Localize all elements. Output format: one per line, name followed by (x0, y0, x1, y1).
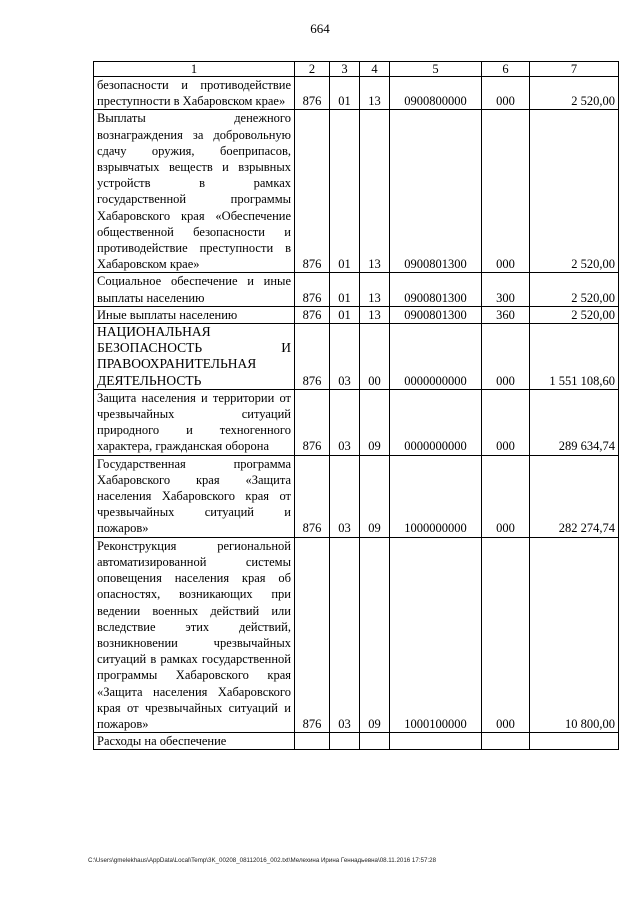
column-header: 5 (390, 62, 482, 77)
cell-ved: 876 (295, 537, 330, 732)
cell-rz: 01 (330, 306, 360, 323)
cell-csr: 1000000000 (390, 455, 482, 537)
cell-ved: 876 (295, 455, 330, 537)
cell-sum: 2 520,00 (530, 306, 619, 323)
column-header: 6 (482, 62, 530, 77)
table-row (94, 306, 619, 323)
cell-csr (390, 733, 482, 750)
cell-ved: 876 (295, 77, 330, 110)
cell-sum: 2 520,00 (530, 77, 619, 110)
cell-vr: 000 (482, 77, 530, 110)
cell-vr: 000 (482, 324, 530, 390)
file-path-footer: C:\Users\gmelekhaus\AppData\Local\Temp\3K_00208_08112016_002.txt\Мелехина Ирина Геннадьевна\08.11.2016 17:57:28 (88, 857, 437, 864)
cell-ved: 876 (295, 110, 330, 273)
cell-csr: 0900801300 (390, 110, 482, 273)
cell-pr: 09 (360, 389, 390, 455)
cell-name: Иные выплаты населению (94, 306, 295, 323)
cell-sum: 2 520,00 (530, 273, 619, 306)
cell-ved: 876 (295, 273, 330, 306)
cell-ved: 876 (295, 306, 330, 323)
cell-name: Государственная программа Хабаровского края «Защита населения Хабаровского края от чрезвычайных ситуаций и пожаров» (94, 455, 295, 537)
table-row (94, 733, 619, 750)
cell-sum: 1 551 108,60 (530, 324, 619, 390)
cell-pr: 00 (360, 324, 390, 390)
table-row (94, 455, 619, 537)
cell-csr: 0000000000 (390, 324, 482, 390)
cell-vr: 360 (482, 306, 530, 323)
table-row (94, 273, 619, 306)
cell-vr: 000 (482, 389, 530, 455)
cell-rz: 01 (330, 110, 360, 273)
cell-name: Реконструкция региональной автоматизированной системы оповещения населения края об опасностях, возникающих при ведении военных действий или вследствие этих действий, возникновении чрезвычайных ситуаций в рамках государственной программы Хабаровского края «Защита населения Хабаровского края от чрезвычайных ситуаций и пожаров» (94, 537, 295, 732)
page-number: 664 (310, 21, 330, 36)
cell-pr: 09 (360, 455, 390, 537)
table-row (94, 77, 619, 110)
column-header: 1 (94, 62, 295, 77)
cell-sum: 10 800,00 (530, 537, 619, 732)
cell-sum (530, 733, 619, 750)
cell-csr: 1000100000 (390, 537, 482, 732)
cell-vr (482, 733, 530, 750)
column-header: 7 (530, 62, 619, 77)
table-row (94, 389, 619, 455)
cell-sum: 2 520,00 (530, 110, 619, 273)
cell-csr: 0000000000 (390, 389, 482, 455)
cell-rz: 03 (330, 537, 360, 732)
table-row (94, 110, 619, 273)
cell-rz: 03 (330, 324, 360, 390)
cell-pr: 13 (360, 273, 390, 306)
table-row (94, 324, 619, 390)
column-header: 4 (360, 62, 390, 77)
cell-rz: 03 (330, 389, 360, 455)
cell-name: НАЦИОНАЛЬНАЯ БЕЗОПАСНОСТЬ И ПРАВООХРАНИТЕЛЬНАЯ ДЕЯТЕЛЬНОСТЬ (94, 324, 295, 390)
cell-pr: 13 (360, 306, 390, 323)
cell-vr: 000 (482, 110, 530, 273)
cell-name: безопасности и противодействие преступности в Хабаровском крае» (94, 77, 295, 110)
cell-sum: 289 634,74 (530, 389, 619, 455)
cell-csr: 0900801300 (390, 306, 482, 323)
cell-csr: 0900801300 (390, 273, 482, 306)
cell-csr: 0900800000 (390, 77, 482, 110)
cell-name: Расходы на обеспечение (94, 733, 295, 750)
cell-vr: 000 (482, 455, 530, 537)
table-row (94, 537, 619, 732)
cell-pr (360, 733, 390, 750)
cell-ved: 876 (295, 389, 330, 455)
column-header: 2 (295, 62, 330, 77)
cell-name: Выплаты денежного вознаграждения за добровольную сдачу оружия, боеприпасов, взрывчатых веществ и взрывных устройств в рамках государственной программы Хабаровского края «Обеспечение общественной безопасности и противодействие преступности в Хабаровском крае» (94, 110, 295, 273)
cell-vr: 000 (482, 537, 530, 732)
cell-pr: 13 (360, 77, 390, 110)
cell-rz: 03 (330, 455, 360, 537)
cell-pr: 09 (360, 537, 390, 732)
cell-rz (330, 733, 360, 750)
header-row (94, 62, 619, 77)
cell-pr: 13 (360, 110, 390, 273)
cell-vr: 300 (482, 273, 530, 306)
cell-ved: 876 (295, 324, 330, 390)
cell-name: Защита населения и территории от чрезвычайных ситуаций природного и техногенного характера, гражданская оборона (94, 389, 295, 455)
cell-rz: 01 (330, 273, 360, 306)
cell-sum: 282 274,74 (530, 455, 619, 537)
cell-ved (295, 733, 330, 750)
budget-table (93, 61, 619, 750)
cell-name: Социальное обеспечение и иные выплаты населению (94, 273, 295, 306)
column-header: 3 (330, 62, 360, 77)
cell-rz: 01 (330, 77, 360, 110)
